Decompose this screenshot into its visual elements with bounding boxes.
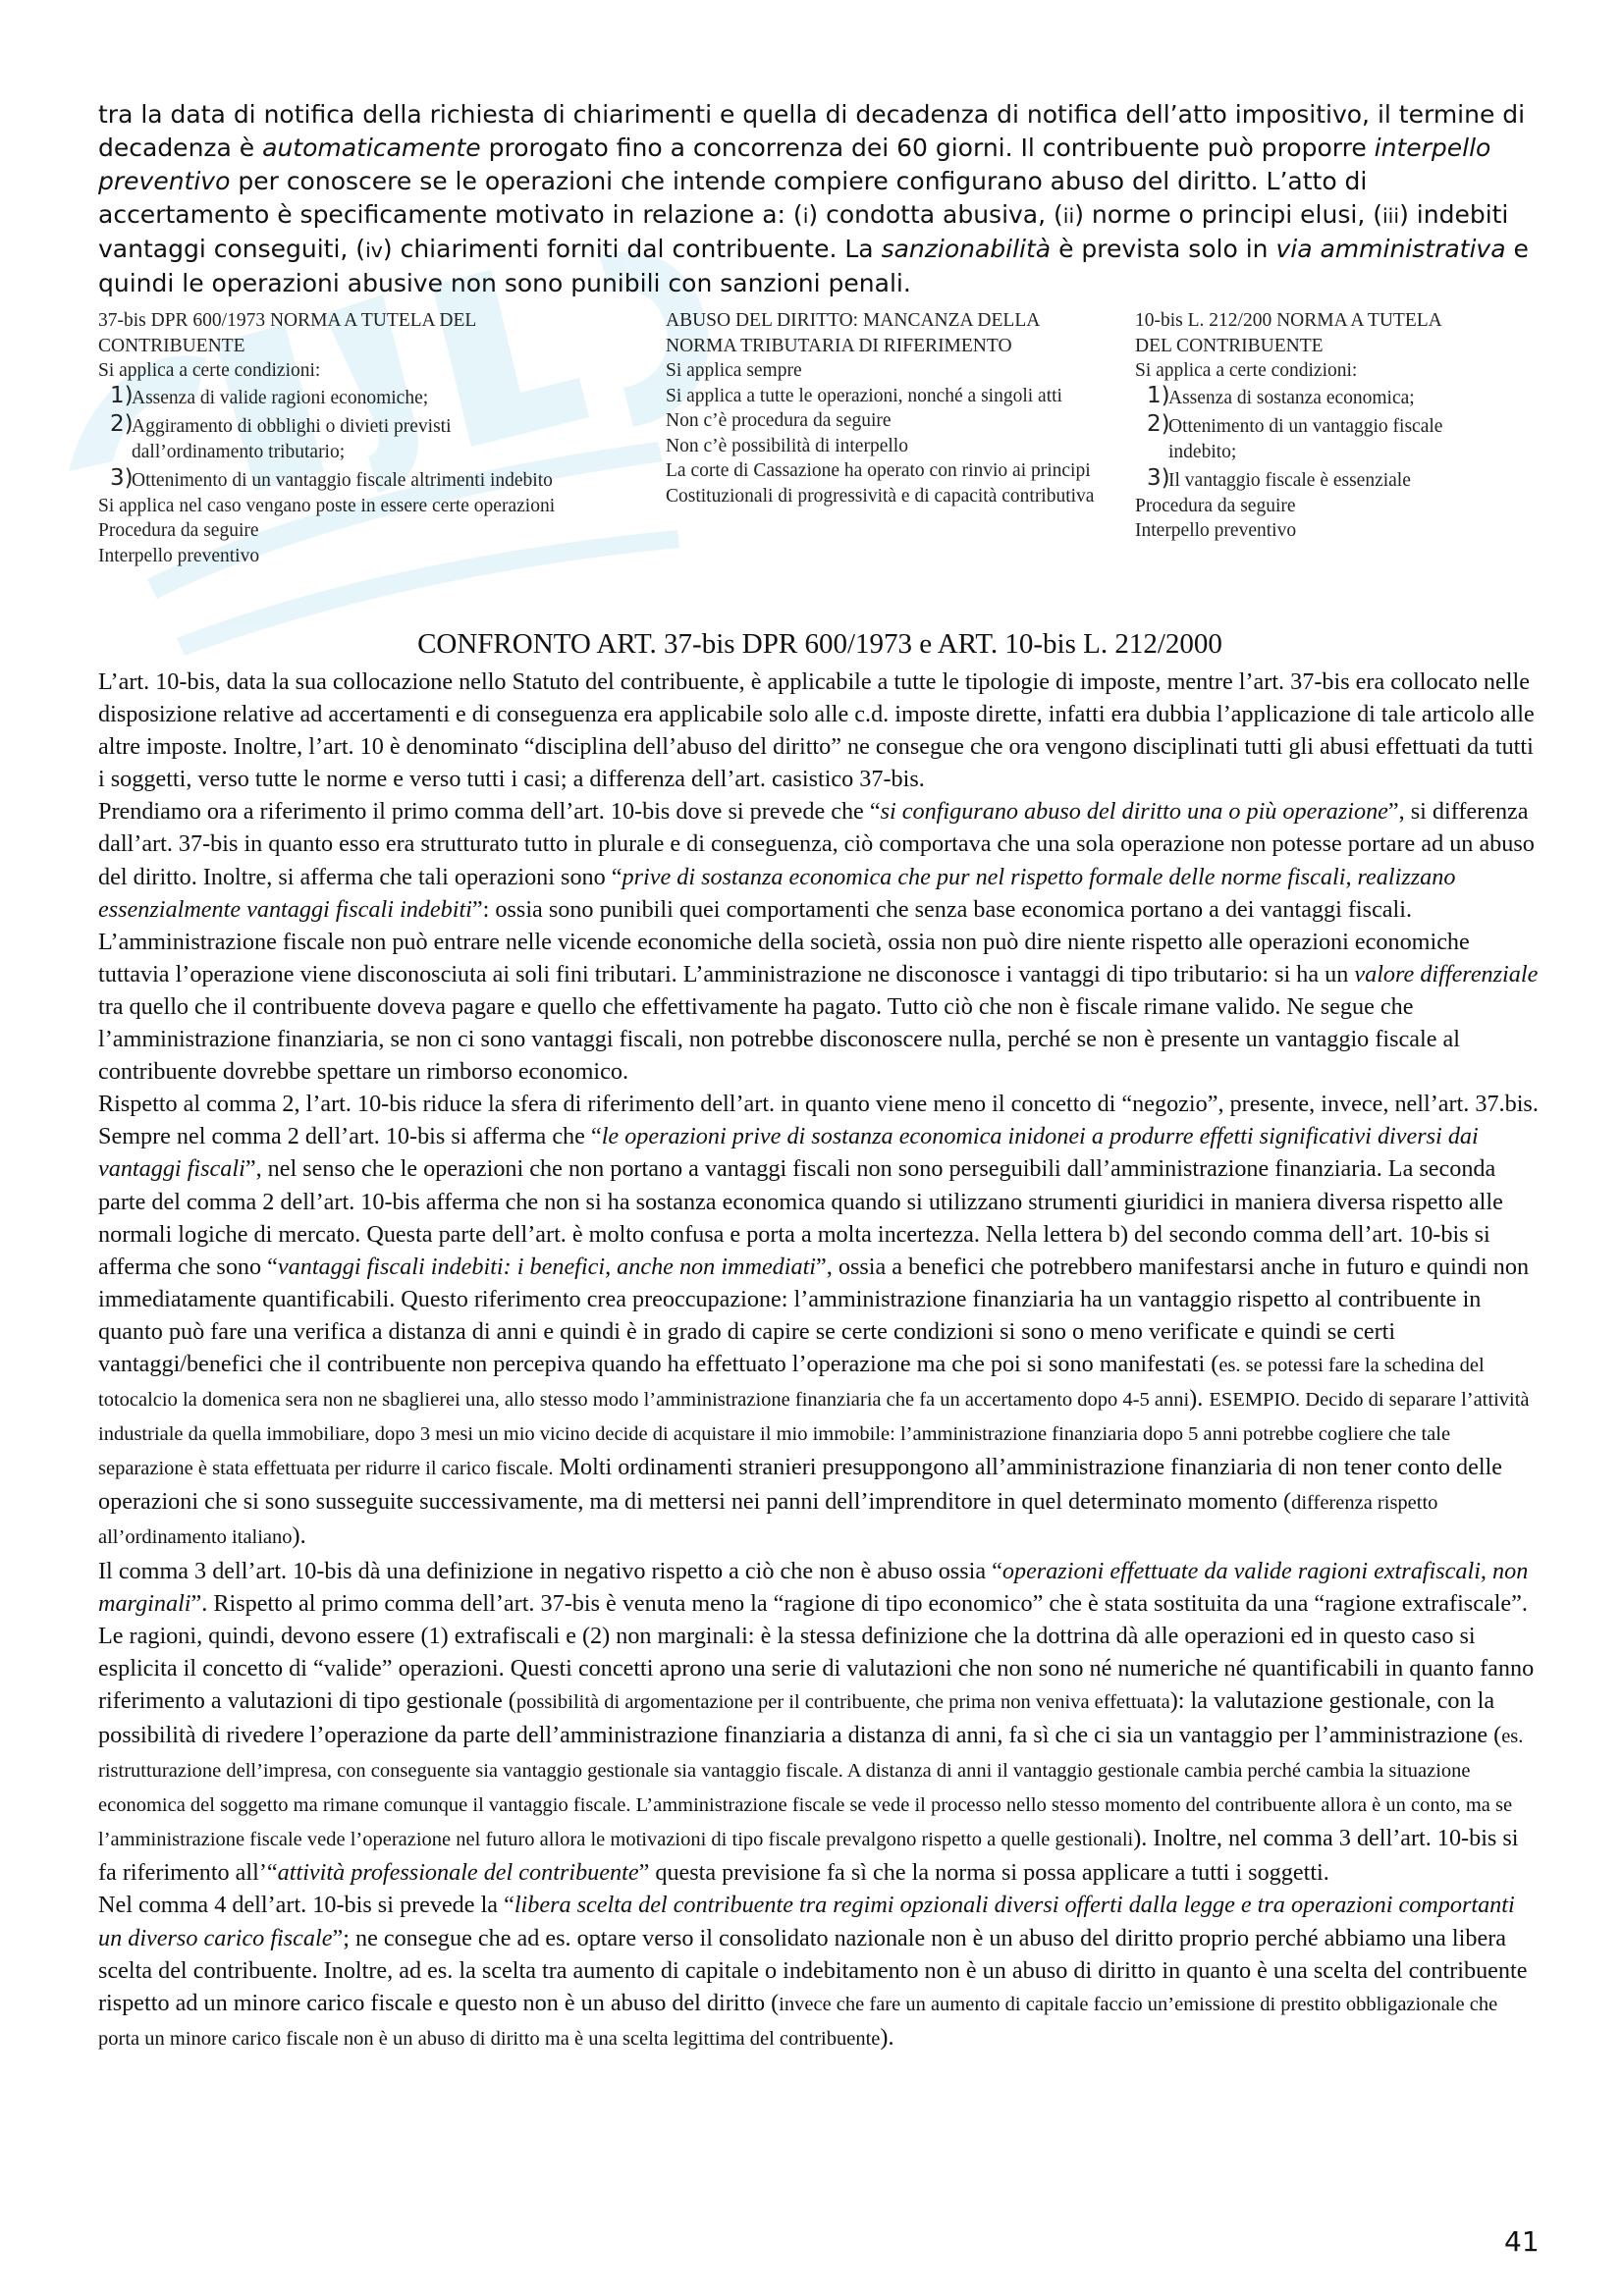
column-title: ABUSO DEL DIRITTO: MANCANZA DELLA NORMA TRIBUTARIA DI RIFERIMENTO <box>666 310 1040 356</box>
paragraph: L’art. 10-bis, data la sua collocazione nello Statuto del contribuente, è applicabile a tutte le tipologie di imposte, mentre l’art. 37-bis era collocato nelle disposizione relative ad accertamenti e di conseguenza era applicabile solo alle c.d. imposte dirette, infatti era dubbia l’applicazione di tale articolo alle altre imposte. Inoltre, l’art. 10 è denominato “disciplina dell’abuso del diritto” ne consegue che ora vengono disciplinati tutti gli abusi effettuati da tutti i soggetti, verso tutte le norme e verso tutti i casi; a differenza dell’art. casistico 37-bis. <box>98 668 1535 793</box>
column-text: Procedura da seguire <box>1135 495 1296 516</box>
column-lead: Si applica a certe condizioni: <box>1135 360 1358 381</box>
column-text: Non c’è procedura da seguire <box>666 410 892 431</box>
body-text <box>98 666 1542 2056</box>
conditions-list <box>98 382 658 494</box>
column-37bis <box>98 308 658 568</box>
list-item: 1) Assenza di valide ragioni economiche; <box>110 382 429 408</box>
column-text: Non c’è possibilità di interpello <box>666 435 908 456</box>
column-text: Interpello preventivo <box>1135 520 1297 541</box>
list-item: 3) Ottenimento di un vantaggio fiscale altrimenti indebito <box>110 465 553 491</box>
list-item: 1) Assenza di sostanza economica; <box>1147 382 1415 408</box>
paragraph: Prendiamo ora a riferimento il primo comma dell’art. 10-bis dove si prevede che “si configurano abuso del diritto una o più operazione”, si differenza dall’art. 37-bis in quanto esso era strutturato tutto in plurale e di conseguenza, ciò comportava che una sola operazione non potesse portare ad un abuso del diritto. Inoltre, si afferma che tali operazioni sono “prive di sostanza economica che pur nel rispetto formale delle norme fiscali, realizzano essenzialmente vantaggi fiscali indebiti”: ossia sono punibili quei comportamenti che senza base economica portano a dei vantaggi fiscali. L’amministrazione fiscale non può entrare nelle vicende economiche della società, ossia non può dire niente rispetto alle operazioni economiche tuttavia l’operazione viene disconosciuta ai soli fini tributari. L’amministrazione ne disconosce i vantaggi di tipo tributario: si ha un valore differenziale tra quello che il contribuente doveva pagare e quello che effettivamente ha pagato. Tutto ciò che non è fiscale rimane valido. Ne segue che l’amministrazione finanziaria, se non ci sono vantaggi fiscali, non potrebbe disconoscere nulla, perché se non è presente un vantaggio fiscale al contribuente dovrebbe spettare un rimborso economico. <box>98 798 1539 1086</box>
list-item: 2) Ottenimento di un vantaggio fiscale indebito; <box>1147 411 1443 462</box>
column-lead: Si applica a certe condizioni: <box>98 360 321 381</box>
column-text: Si applica a tutte le operazioni, nonché a singoli atti <box>666 385 1062 406</box>
list-item: 2) Aggiramento di obblighi o divieti previsti dall’ordinamento tributario; <box>110 411 452 462</box>
comparison-columns <box>98 308 1542 603</box>
paragraph: Nel comma 4 dell’art. 10-bis si prevede la “libera scelta del contribuente tra regimi opzionali diversi offerti dalla legge e tra operazioni comportanti un diverso carico fiscale”; ne consegue che ad es. optare verso il consolidato nazionale non è un abuso del diritto proprio perché abbiamo una libera scelta del contribuente. Inoltre, ad es. la scelta tra aumento di capitale o indebitamento non è un abuso di diritto in quanto è una scelta del contribuente rispetto ad un minore carico fiscale e questo non è un abuso del diritto (invece che fare un aumento di capitale faccio un’emissione di prestito obbligazionale che porta un minore carico fiscale non è un abuso di diritto ma è una scelta legittima del contribuente). <box>98 1892 1528 2051</box>
column-text: La corte di Cassazione ha operato con rinvio ai principi Costituzionali di progressività e di capacità contributiva <box>666 460 1095 507</box>
section-heading: CONFRONTO ART. 37-bis DPR 600/1973 e ART. 10-bis L. 212/2000 <box>417 628 1222 660</box>
paragraph: Rispetto al comma 2, l’art. 10-bis riduce la sfera di riferimento dell’art. in quanto viene meno il concetto di “negozio”, presente, invece, nell’art. 37.bis. Sempre nel comma 2 dell’art. 10-bis si afferma che “le operazioni prive di sostanza economica inidonei a produrre effetti significativi diversi dai vantaggi fiscali”, nel senso che le operazioni che non portano a vantaggi fiscali non sono perseguibili dall’amministrazione finanziaria. La seconda parte del comma 2 dell’art. 10-bis afferma che non si ha sostanza economica quando si utilizzano strumenti giuridici in maniera diversa rispetto alle normali logiche di mercato. Questa parte dell’art. è molto confusa e porta a molta incertezza. Nella lettera b) del secondo comma dell’art. 10-bis si afferma che sono “vantaggi fiscali indebiti: i benefici, anche non immediati”, ossia a benefici che potrebbero manifestarsi anche in futuro e quindi non immediatamente quantificabili. Questo riferimento crea preoccupazione: l’amministrazione finanziaria ha un vantaggio rispetto al contribuente in quanto può fare una verifica a distanza di anni e quindi è in grado di capire se certe condizioni si sono o meno verificate e quindi se certi vantaggi/benefici che il contribuente non percepiva quando ha effettuato l’operazione ma che poi si sono manifestati (es. se potessi fare la schedina del totocalcio la domenica sera non ne sbaglierei una, allo stesso modo l’amministrazione finanziaria che fa un accertamento dopo 4-5 anni). ESEMPIO. Decido di separare l’attività industriale da quella immobiliare, dopo 3 mesi un mio vicino decide di acquistare il mio immobile: l’amministrazione finanziaria dopo 5 anni potrebbe cogliere che tale separazione è stata effettuata per ridurre il carico fiscale. Molti ordinamenti stranieri presuppongono all’amministrazione finanziaria di non tener conto delle operazioni che si sono susseguite successivamente, ma di mettersi nei panni dell’imprenditore in quel determinato momento (differenza rispetto all’ordinamento italiano). <box>98 1091 1539 1550</box>
conditions-list <box>1135 382 1538 494</box>
list-item: 3) Il vantaggio fiscale è essenziale <box>1147 465 1411 491</box>
column-abuso <box>666 308 1098 508</box>
column-title: 37-bis DPR 600/1973 NORMA A TUTELA DEL CONTRIBUENTE <box>98 310 476 356</box>
intro-paragraph: tra la data di notifica della richiesta di chiarimenti e quella di decadenza di notifica dell’atto impositivo, il termine di decadenza è automaticamente prorogato fino a concorrenza dei 60 giorni. Il contribuente può proporre interpello preventivo per conoscere se le operazioni che intende compiere configurano abuso del diritto. L’atto di accertamento è specificamente motivato in relazione a: (i) condotta abusiva, (ii) norme o principi elusi, (iii) indebiti vantaggi conseguiti, (iv) chiarimenti forniti dal contribuente. La sanzionabilità è prevista solo in via amministrativa e quindi le operazioni abusive non sono punibili con sanzioni penali. <box>98 100 1529 297</box>
column-text: Interpello preventivo <box>98 545 260 566</box>
column-text: Si applica nel caso vengano poste in essere certe operazioni <box>98 495 556 516</box>
column-text: Procedura da seguire <box>98 520 259 541</box>
paragraph: Il comma 3 dell’art. 10-bis dà una definizione in negativo rispetto a ciò che non è abuso ossia “operazioni effettuate da valide ragioni extrafiscali, non marginali”. Rispetto al primo comma dell’art. 37-bis è venuta meno la “ragione di tipo economico” che è stata sostituita da una “ragione extrafiscale”. Le ragioni, quindi, devono essere (1) extrafiscali e (2) non marginali: è la stessa definizione che la dottrina dà alle operazioni ed in questo caso si esplicita il concetto di “valide” operazioni. Questi concetti aprono una serie di valutazioni che non sono né numeriche né quantificabili in quanto fanno riferimento a valutazioni di tipo gestionale (possibilità di argomentazione per il contribuente, che prima non veniva effettuata): la valutazione gestionale, con la possibilità di rivedere l’operazione da parte dell’amministrazione finanziaria a distanza di anni, fa sì che ci sia un vantaggio per l’amministrazione (es. ristrutturazione dell’impresa, con conseguente sia vantaggio gestionale sia vantaggio fiscale. A distanza di anni il vantaggio gestionale cambia perché cambia la situazione economica del soggetto ma rimane comunque il vantaggio fiscale. L’amministrazione fiscale se vede il processo nello stesso momento del contribuente allora è un conto, ma se l’amministrazione fiscale vede l’operazione nel futuro allora le motivazioni di tipo fiscale prevalgono rispetto a quelle gestionali). Inoltre, nel comma 3 dell’art. 10-bis si fa riferimento all’“attività professionale del contribuente” questa previsione fa sì che la norma si possa applicare a tutti i soggetti. <box>98 1557 1535 1887</box>
column-text: Si applica sempre <box>666 360 802 381</box>
column-title: 10-bis L. 212/200 NORMA A TUTELA DEL CONTRIBUENTE <box>1135 310 1441 356</box>
page-number: 41 <box>1504 2225 1540 2258</box>
column-10bis <box>1135 308 1538 544</box>
